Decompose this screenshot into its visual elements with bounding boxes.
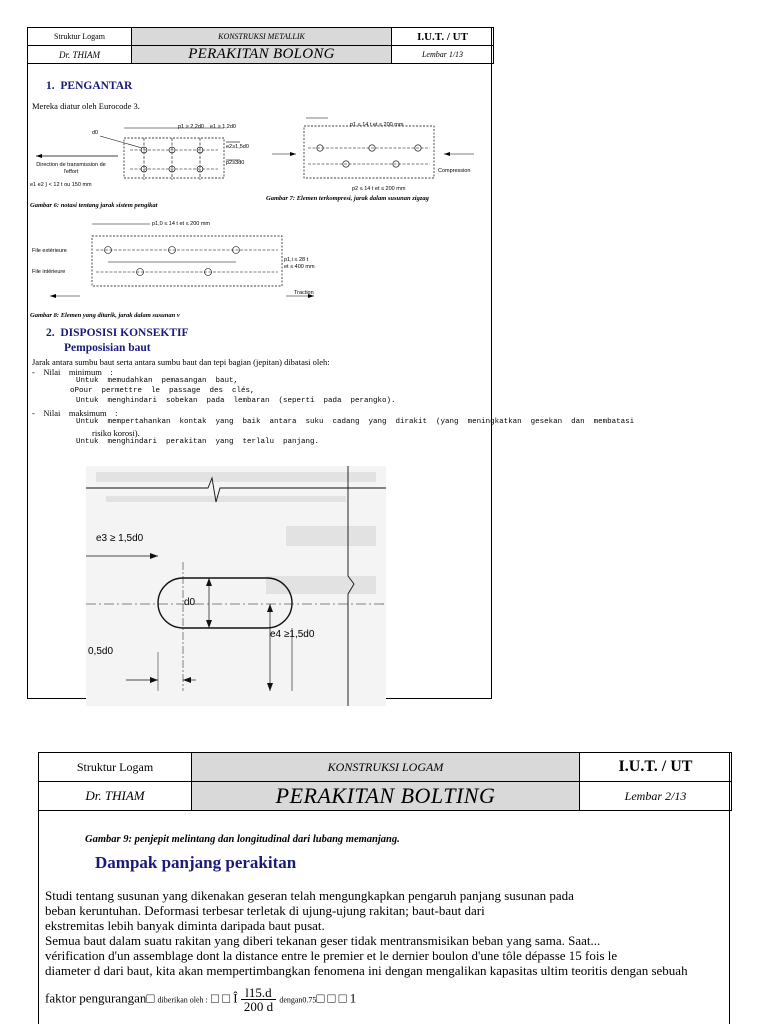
figure-7-caption: Gambar 7: Elemen terkompresi, jarak dalam susunan zigzag [266, 195, 429, 202]
header-title: PERAKITAN BOLONG [132, 46, 392, 64]
figure-9-diagram [86, 466, 386, 706]
section-heading-2 [46, 327, 189, 339]
header-author: Dr. THIAM [28, 46, 132, 64]
formula-prefix: faktor pengurangan [45, 990, 147, 1006]
header-institution: I.U.T. / UT [580, 753, 732, 782]
max-item-1-cont: risiko korosi). [92, 428, 140, 438]
formula-given-by: diberikan oleh : [157, 995, 208, 1005]
fig9-label-e4: e4 ≥1,5d0 [270, 629, 315, 640]
fig8-label-traction: Traction [294, 290, 314, 296]
header-subject: KONSTRUKSI METALLIK [132, 28, 392, 46]
section-heading-1 [46, 80, 132, 92]
body-line-2: beban keruntuhan. Deformasi terbesar terletak di ujung-ujung rakitan; baut-baut dari [45, 903, 485, 918]
fig9-label-e3: e3 ≥ 1,5d0 [96, 533, 144, 544]
section-title: DISPOSISI KONSEKTIF [60, 327, 189, 339]
document-page-2 [38, 752, 730, 1024]
section-number: 2. [46, 327, 55, 339]
max-item-2: Untuk menghindari perakitan yang terlalu panjang. [76, 438, 320, 446]
header-course: Struktur Logam [39, 753, 192, 782]
body-line-4: Semua baut dalam suatu rakitan yang diberi tekanan geser tidak mentransmisikan beban yang sama. Saat... [45, 933, 601, 948]
formula-tail: 1 [349, 990, 357, 1006]
min-item-3: Untuk menghindari sobekan pada lembaran (seperti pada perangko). [76, 397, 396, 405]
header-sheet-number: Lembar 1/13 [392, 46, 494, 64]
max-label: - Nilai maksimum : [32, 408, 118, 418]
fig6-label-e1: e1 ≥ 1,2d0 [210, 124, 236, 130]
min-item-1: Untuk memudahkan pemasangan baut, [76, 377, 239, 385]
header-sheet-number: Lembar 2/13 [580, 782, 732, 811]
header-author: Dr. THIAM [39, 782, 192, 811]
formula-line: faktor pengurangan□ diberikan oleh : □ □ Î $\frac{l15.d}{200 d}$ dengan0.75□ □ □ 1 [45, 985, 357, 1014]
page-header-table [38, 752, 732, 811]
fig6-label-p1: p1 ≥ 2,2d0 [178, 124, 204, 130]
header-subject: KONSTRUKSI LOGAM [192, 753, 580, 782]
fig8-label-p1i: p1,i ≤ 28 t [284, 257, 309, 263]
subsection-heading: Pemposisian baut [64, 342, 151, 354]
figure-8-caption: Gambar 8: Elemen yang ditarik, jarak dalam susunan v [30, 312, 180, 319]
formula-numerator: l15.d [241, 986, 276, 1000]
formula-denominator: 200 d [243, 999, 274, 1014]
fig7-label-p2: p2 ≤ 14 t et ≤ 200 mm [352, 186, 406, 192]
header-course: Struktur Logam [28, 28, 132, 46]
document-page-1 [27, 27, 635, 699]
body-line-1: Studi tentang susunan yang dikenakan geseran telah mengungkapkan pengaruh panjang susunan pada [45, 888, 574, 903]
figure-8-diagram [32, 216, 322, 306]
formula-fraction [241, 986, 276, 1013]
header-title: PERAKITAN BOLTING [192, 782, 580, 811]
fig6-label-limit: e1 e2 } < 12 t ou 150 mm [30, 182, 92, 188]
min-label: - Nilai minimum : [32, 367, 113, 377]
fig8-label-p10: p1,0 ≤ 14 t et ≤ 200 mm [152, 221, 211, 227]
section-number: 1. [46, 80, 55, 92]
fig9-label-half-d0: 0,5d0 [88, 646, 114, 657]
formula-range: dengan0.75 [279, 995, 317, 1005]
box-glyph: □ □ □ [316, 990, 347, 1006]
page-header-table [27, 27, 494, 64]
min-item-2: oPour permettre le passage des clés, [70, 387, 255, 395]
fig7-label-p1: p1 ≤ 14 t et ≤ 200 mm [350, 122, 404, 128]
fig8-label-inner: File intérieure [32, 269, 66, 275]
fig8-label-p1i-limit: et ≤ 400 mm [284, 264, 315, 270]
body-line-6: diameter d dari baut, kita akan mempertimbangkan fenomena ini dengan mengalikan kapasitas ultim teoritis dengan sebuah [45, 963, 688, 978]
fig6-label-direction: Direction de transmission de l'effort [36, 162, 106, 175]
box-glyph: □ [146, 990, 155, 1006]
header-institution: I.U.T. / UT [392, 28, 494, 46]
section-title: PENGANTAR [60, 80, 133, 92]
body-line-3: ekstremitas lebih banyak diminta daripada baut pusat. [45, 918, 325, 933]
figure-6-caption: Gambar 6: notasi tentang jarak sistem pengikat [30, 202, 158, 209]
fig7-label-compression: Compression [438, 168, 471, 174]
fig6-label-p2: p2≥3d0 [226, 160, 245, 166]
intro-text: Mereka diatur oleh Eurocode 3. [32, 101, 140, 111]
box-glyph: □ □ [211, 990, 230, 1006]
body-line-5: vérification d'un assemblage dont la distance entre le premier et le dernier boulon d'une tôle dépasse 15 fois le [45, 948, 618, 963]
fig9-label-d0: d0 [184, 597, 196, 608]
paragraph-limits: Jarak antara sumbu baut serta antara sumbu baut dan tepi bagian (jepitan) dibatasi oleh: [32, 357, 330, 367]
subsection-heading: Dampak panjang perakitan [95, 853, 297, 872]
fig6-label-e2: e2≥1,5d0 [226, 144, 249, 150]
fig6-label-d0: d0 [92, 130, 99, 136]
fig8-label-outer: File extérieure [32, 248, 67, 254]
figure-9-caption: Gambar 9: penjepit melintang dan longitudinal dari lubang memanjang. [85, 834, 400, 845]
max-item-1: Untuk mempertahankan kontak yang baik antara suku cadang yang dirakit (yang meningkatkan gesekan dan membatasi [76, 418, 635, 426]
